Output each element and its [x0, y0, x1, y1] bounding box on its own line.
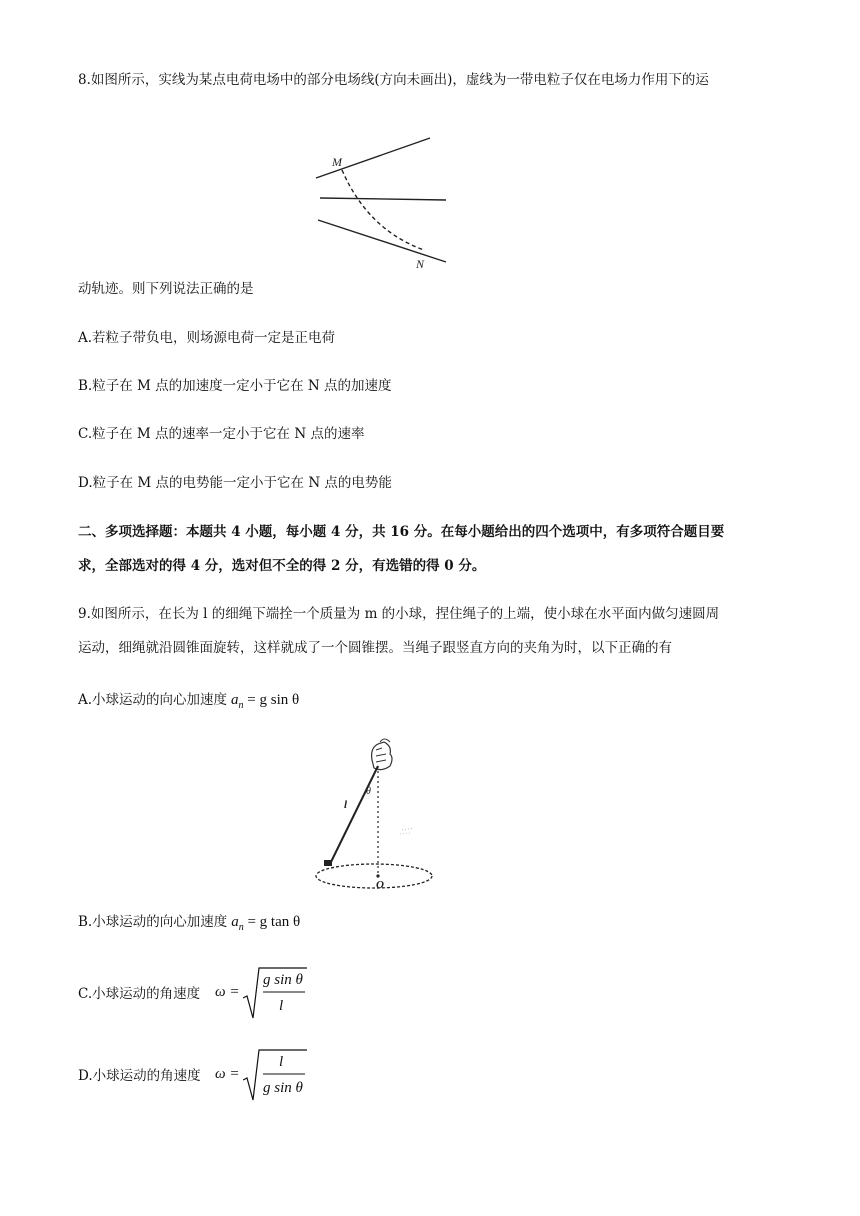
q9-option-d[interactable] [78, 1066, 201, 1086]
q9-option-c[interactable] [78, 984, 200, 1004]
q9-stem-line1: 9.如图所示，在长为 l 的细绳下端拴一个质量为 m 的小球，捏住绳子的上端，使小球在水平面内做匀速圆周 [78, 606, 720, 622]
q8-stem-line2: 动轨迹。则下列说法正确的是 [78, 281, 254, 297]
trajectory-dashed [342, 170, 424, 250]
string-line [330, 766, 378, 864]
electric-field-figure [308, 130, 458, 270]
label-m: M [332, 155, 342, 169]
q8-option-c[interactable]: C.粒子在 M 点的速率一定小于它在 N 点的速率 [78, 426, 365, 442]
label-theta: θ [366, 786, 371, 797]
conical-pendulum-figure [310, 738, 440, 898]
q9-option-b-text: B.小球运动的向心加速度 [78, 914, 228, 930]
q9-option-d-text: D.小球运动的角速度 [78, 1068, 201, 1084]
section2-header-line2: 求，全部选对的得 4 分，选对但不全的得 2 分，有选错的得 0 分。 [78, 558, 486, 574]
q9-option-c-formula: ω = g sin θ l [215, 966, 315, 1022]
q9-option-b-formula: $a_n = g$ tan θ [231, 914, 301, 933]
q9-option-c-text: C.小球运动的角速度 [78, 986, 201, 1002]
label-o: O [376, 879, 384, 891]
q8-option-d[interactable]: D.粒子在 M 点的电势能一定小于它在 N 点的电势能 [78, 475, 392, 491]
ball [324, 860, 332, 866]
q9-option-d-formula: ω = l g sin θ [215, 1048, 315, 1104]
q9-stem-line2: 运动，细绳就沿圆锥面旋转，这样就成了一个圆锥摆。当绳子跟竖直方向的夹角为时，以下正确的有 [78, 640, 672, 656]
q9-option-a[interactable] [78, 690, 299, 716]
q8-option-b[interactable]: B.粒子在 M 点的加速度一定小于它在 N 点的加速度 [78, 378, 392, 394]
label-n: N [416, 257, 425, 270]
q8-option-a[interactable]: A.若粒子带负电，则场源电荷一定是正电荷 [78, 330, 336, 346]
field-line-middle [320, 198, 446, 200]
q9-option-a-formula: $a_n = g$ sin θ [231, 692, 300, 711]
q8-stem-line1: 8.如图所示，实线为某点电荷电场中的部分电场线(方向未画出)，虚线为一带电粒子仅在电场力作用下的运 [78, 72, 709, 88]
field-line-bottom [318, 220, 446, 262]
hand-icon [372, 739, 392, 770]
circular-path [316, 864, 432, 888]
q9-option-a-text: A.小球运动的向心加速度 [78, 692, 228, 708]
section2-header-line1: 二、多项选择题：本题共 4 小题，每小题 4 分，共 16 分。在每小题给出的四个选项中，有多项符合题目要 [78, 524, 725, 540]
q9-option-b[interactable] [78, 912, 300, 938]
label-l: l [344, 799, 348, 811]
